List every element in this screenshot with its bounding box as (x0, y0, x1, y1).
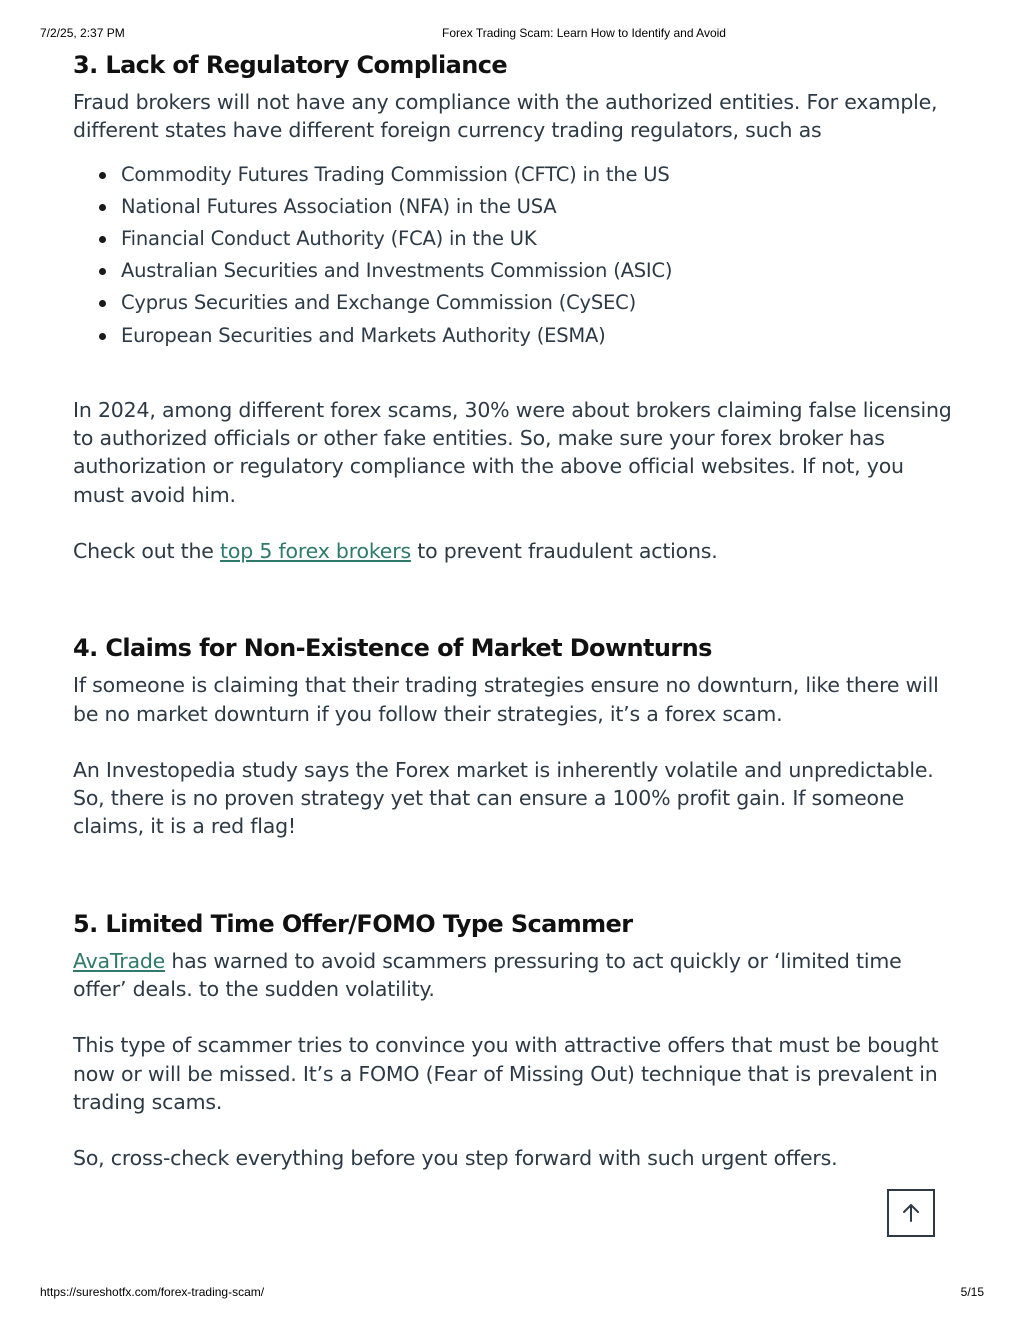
bullet-icon (99, 172, 106, 179)
arrow-up-icon (900, 1202, 922, 1224)
top-brokers-link[interactable]: top 5 forex brokers (220, 539, 411, 563)
list-item (121, 223, 958, 255)
bullet-icon (99, 236, 106, 243)
cta-text-before: Check out the (73, 539, 221, 563)
scroll-to-top-button[interactable] (887, 1189, 935, 1237)
list-item-text: Financial Conduct Authority (FCA) in the UK (121, 227, 537, 250)
section-3-intro: Fraud brokers will not have any compliance with the authorized entities. For example, different states have different foreign currency trading regulators, such as (73, 90, 938, 143)
section-5-paragraph-3: So, cross-check everything before you step forward with such urgent offers. (73, 1146, 838, 1171)
list-item (121, 287, 958, 319)
bullet-icon (99, 268, 106, 275)
section-5-paragraph (73, 947, 958, 1004)
print-footer (0, 1285, 1024, 1301)
avatrade-link[interactable]: AvaTrade (73, 948, 166, 973)
list-item (121, 255, 958, 287)
section-4-paragraph: If someone is claiming that their trading strategies ensure no downturn, like there will be no market downturn if you follow their strategies, it’s a forex scam. (73, 673, 939, 726)
list-item-text: National Futures Association (NFA) in the USA (121, 194, 557, 218)
print-datetime: 7/2/25, 2:37 PM (40, 26, 125, 40)
page-url: https://sureshotfx.com/forex-trading-scam/ (40, 1285, 265, 1299)
section-4-heading: 4. Claims for Non-Existence of Market Downturns (73, 634, 712, 663)
section-5-heading: 5. Limited Time Offer/FOMO Type Scammer (73, 909, 633, 938)
list-item (121, 320, 958, 352)
article-body (73, 48, 958, 1173)
page-number: 5/15 (960, 1285, 984, 1299)
section-3-heading: 3. Lack of Regulatory Compliance (73, 51, 508, 79)
list-item (121, 159, 958, 191)
section-3-cta-paragraph (73, 537, 958, 565)
bullet-icon (99, 333, 106, 340)
regulators-list (73, 159, 958, 352)
bullet-icon (99, 204, 106, 211)
section-5-paragraph-text: has warned to avoid scammers pressuring to act quickly or ‘limited time offer’ deals. to the sudden volatility. (73, 948, 902, 1002)
bullet-icon (99, 300, 106, 307)
section-3-paragraph: In 2024, among different forex scams, 30% were about brokers claiming false licensing to authorized officials or other fake entities. So, make sure your forex broker has authorization or regulatory compliance with the above official websites. If not, you must avoid him. (73, 397, 952, 507)
print-header (0, 26, 1024, 42)
list-item-text: Commodity Futures Trading Commission (CFTC) in the US (121, 162, 670, 186)
section-5-paragraph-2: This type of scammer tries to convince you with attractive offers that must be bought now or will be missed. It’s a FOMO (Fear of Missing Out) technique that is prevalent in trading scams. (73, 1033, 939, 1114)
list-item-text: Australian Securities and Investments Commission (ASIC) (121, 259, 673, 283)
print-page-title: Forex Trading Scam: Learn How to Identify and Avoid (442, 26, 726, 40)
list-item-text: Cyprus Securities and Exchange Commission (CySEC) (121, 291, 637, 315)
list-item-text: European Securities and Markets Authority (ESMA) (121, 323, 606, 347)
list-item (121, 191, 958, 223)
section-4-paragraph-2: An Investopedia study says the Forex market is inherently volatile and unpredictable. So, there is no proven strategy yet that can ensure a 100% profit gain. If someone claims, it is a red flag! (73, 757, 934, 839)
cta-text-after: to prevent fraudulent actions. (410, 539, 718, 563)
